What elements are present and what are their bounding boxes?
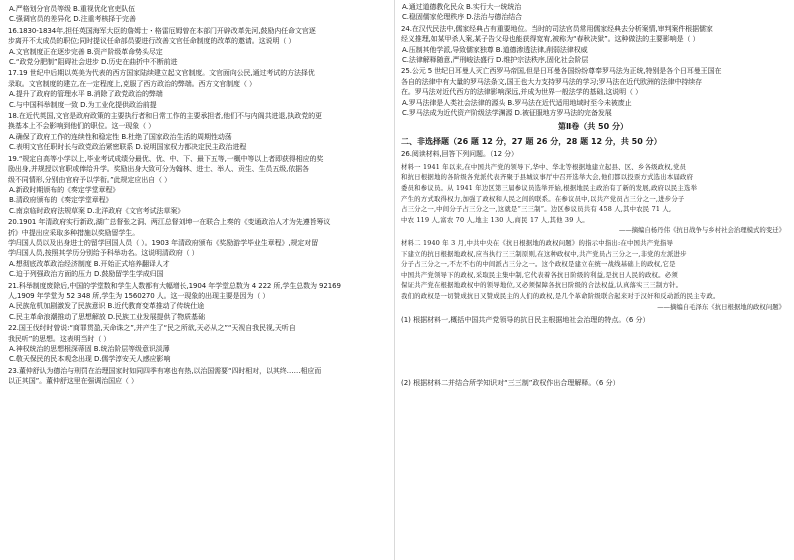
question-stem <box>8 323 392 344</box>
question-stem <box>401 24 785 45</box>
section-two-title: 二、非选择题（26 题 12 分，27 题 26 分，28 题 12 分，共 50 分） <box>401 137 662 147</box>
question-line: 20.1901 年清政府实行新政,湖广总督张之洞、两江总督刘坤一在联合上奏的《变通政治人才为先遵旨筹议 <box>8 218 331 227</box>
question-line: 经义推理,如某甲杀人案,某子告父母也能获得宽宥,被称为“春秋决狱”。这种做法的主要影响是（ ） <box>401 35 700 44</box>
question-line: 换基本上不会影响到他们的职位。这一现象（ ） <box>8 122 156 131</box>
part-two-title: 第Ⅱ卷（共 50 分） <box>558 122 628 132</box>
question-line: 18.在近代英国,文官是政府政策的主要执行者和日常工作的主要承担者,他们不与内阁共进退,执政党的更 <box>8 112 322 121</box>
answer-options <box>401 2 785 23</box>
option-line[interactable]: C.与中国科举制度一致 D.为工业化提供政治前提 <box>9 100 157 109</box>
question-line: 学归国人员,按照其学历分别给予科举功名。这说明清政府（ ） <box>8 249 199 258</box>
option-line[interactable]: C.迫于列强政治方面的压力 D.鼓励留学生学成归国 <box>9 270 164 279</box>
answer-options <box>8 185 392 216</box>
option-line[interactable]: C.稳固儒家伦理秩序 D.法治与德治结合 <box>402 13 522 22</box>
option-line[interactable]: A.罗马法律是人类社会法律的源头 B.罗马法在近代适用地域时至今未被废止 <box>402 98 632 107</box>
material-line: 材料二 1940 年 3 月,中共中央在《抗日根据地的政权问题》的指示中指出:在中国共产党指导 <box>401 239 674 248</box>
sub-question-1: (1) 根据材料一,概括中国共产党领导的抗日民主根据地社会治理的特点。（6 分） <box>401 316 650 325</box>
question-stem <box>401 66 785 97</box>
material-two-source: ——摘编自毛泽东《抗日根据地的政权问题》 <box>657 302 785 311</box>
question-stem <box>8 154 392 185</box>
question-line: 在。罗马法对近代西方的法律影响深远,并成为世界一般法学的基础,这说明（ ） <box>401 88 642 97</box>
material-line: 中农 119 人,富农 70 人,地主 130 人,商民 17 人,其他 39 人。 <box>401 215 589 224</box>
material-line: 分子占三分之一,不左不右的中间派占三分之一。这个政权是建立在统一战线基础上的政权,它是 <box>401 260 676 269</box>
question-line: 励出身,并规授以官职或俸给升学。奖励出身大致可分为翰林、进士、举人、贡生、生员五级,依据各 <box>8 165 309 174</box>
material-line: 中国共产党领导下的政权,采取民主集中制,它代表着各抗日阶级的利益,是抗日人民的政权。必须 <box>401 270 678 279</box>
question-line: 各自的法律中有大量的罗马法条文,国王也大力支持罗马法的学习;罗马法在近代欧洲的法律中持续存 <box>401 77 703 86</box>
answer-options <box>8 47 392 68</box>
question-stem <box>8 281 392 302</box>
material-line: 产生的方式取得权力,加强了政权和人民之间的联系。在参议员中,以共产党员占三分之一,进步分子 <box>401 194 685 203</box>
option-line[interactable]: C.“政党分肥制”阻碍社会进步 D.历史在曲折中不断前进 <box>9 58 178 67</box>
question-line: 25.公元 5 世纪日耳曼人灭亡西罗马帝国,但是日耳曼各国纷纷尊奉罗马法为正统,特别是各个日耳曼王国在 <box>401 67 722 76</box>
question-line: 步离开不太成员的职位;同时提议任命部员要进行改善文官任命制度的改革的邀请。这说明（ ） <box>8 37 296 46</box>
question-line: 22.国王伐纣时曾说:“商罪贯盈,天命诛之”,并产生了“民之所欲,天必从之”“天视自我民视,天听自 <box>8 324 296 333</box>
question-line: 16.1830-1834年,担任英国海军大臣的詹姆士・格雷厄姆曾在本部门开辟改革先河,鼓励内任命文官逐 <box>8 26 316 35</box>
material-two <box>401 238 785 302</box>
question-stem <box>8 366 392 387</box>
question-line: 我民听”的思想。这表明当时（ ） <box>8 334 111 343</box>
question-stem <box>8 217 392 259</box>
material-line: 我们的政权是一切赞成抗日又赞成民主的人们的政权,是几个革命阶级联合起来对于汉奸和反动派的民主专政。 <box>401 292 720 300</box>
question-line: 23.董仲舒认为德治与刑罚在治理国家时如同四季有寒也有热,以治国需要“四时相对，以其终……相应而 <box>8 366 322 375</box>
answer-options <box>8 344 392 365</box>
material-line: 和抗日根据地的各阶级各党派代表齐聚于县城议事厅中召开选举大会,他们都以投票方式选出本届政府 <box>401 173 694 182</box>
option-line[interactable]: A.严格划分官员等级 B.重视优化官吏队伍 <box>9 5 136 13</box>
answer-space-1[interactable] <box>401 326 785 378</box>
option-line[interactable]: A.确保了政府工作的连续性和稳定性 B.杜绝了国家政治生活的周期性动荡 <box>9 132 232 141</box>
option-line[interactable]: A.民族危机加剧激发了民族意识 B.近代教育变革推动了传统仕途 <box>9 302 205 311</box>
question-line: 19.“规定自高等小学以上,毕业考试成绩分最优、优、中、下、最下五等,一概中等以上者即获得相应的奖 <box>8 154 324 163</box>
material-line: 材料一 1941 年以来,在中国共产党的领导下,华中、华北等根据地建立起县、区、乡各级政权,党员 <box>401 162 687 171</box>
option-line[interactable]: C.民主革命浪潮推动了思想解放 D.民族工业发展提供了物质基础 <box>9 312 205 321</box>
option-line[interactable]: A.提升了政府的管理水平 B.消除了政党政治的弊端 <box>9 90 163 99</box>
right-column <box>401 2 785 388</box>
question-line: 21.科举制度废除后,中国的学堂数和学生人数都有大幅增长,1904 年学堂总数为 4 222 所,学生总数为 92169 <box>8 281 341 290</box>
option-line[interactable]: A.文官制度正在逐步完善 B.资产阶级革命势头尽定 <box>9 47 163 56</box>
column-divider <box>394 0 395 560</box>
answer-options <box>401 45 785 66</box>
material-one-source: ——摘编自杨丹伟《抗日战争与乡村社会治理模式的变迁》 <box>618 226 785 235</box>
material-line: 保证共产党在根据地政权中的领导地位,又必须保障各抗日阶级的合法权益,认真落实三三制方针。 <box>401 281 683 290</box>
option-line[interactable]: A.想彻底改革政治经济制度 B.开始正式培养翻译人才 <box>9 259 170 268</box>
answer-options <box>8 89 392 110</box>
option-line[interactable]: B.清政府颁布的《奏定学堂章程》 <box>9 196 113 205</box>
option-line[interactable]: C.敬天保民的民本观念出现 D.儒学淳安天人感应影响 <box>9 355 171 364</box>
question-line: 17.19 世纪中后期以英美为代表的西方国家陆续建立起文官制度。文官面向公民,通过考试的方法择优 <box>8 69 315 78</box>
question-line: 人,1909 年学堂为 52 348 所,学生为 1560270 人。这一现象的出现主要是因为（ ） <box>8 291 270 300</box>
option-line[interactable]: A.通过道德教化民众 B.实行大一统统治 <box>402 3 522 11</box>
option-line[interactable]: C.罗马法成为近代资产阶级法学渊源 D.被征服地方罗马法的完备发展 <box>402 109 612 118</box>
question-line: 以正其国”。董仲舒这里在强调治国应（ ） <box>8 377 138 386</box>
material-line: 委员和参议员。从 1941 年边区第三届参议员选举开始,根据地民主政治有了新的发展,政府以民主选举 <box>401 184 698 193</box>
material-one <box>401 162 785 226</box>
question-26-title: 26.阅读材料,回答下列问题。（12 分） <box>401 150 518 159</box>
option-line[interactable]: A.压制其他学派,导致儒家独尊 B.道德渗透法律,削弱法律权威 <box>402 45 588 54</box>
material-line: 下建立的抗日根据地政权,应当执行三三制原则,在这种政权中,共产党员占三分之一,非党的左派进步 <box>401 249 687 258</box>
answer-options <box>8 132 392 153</box>
question-line: 学归国人员以及出身进士的留学回国人员（ ）。1903 年清政府颁布《奖励游学毕业生章程》,规定对留 <box>8 238 319 247</box>
material-line: 占三分之一,中间分子占三分之一,这就是“三三制”。边区参议员共有 458 人,其中农民 71 人, <box>401 205 672 214</box>
question-line: 录取。文官制度的建立,在一定程度上,克服了西方政治的弊端。西方文官制度（ ） <box>8 79 256 88</box>
right-column-questions <box>401 2 785 118</box>
answer-options <box>8 4 392 25</box>
question-line: 级不同情形,分别由官府予以学衔。”此规定应出自（ ） <box>8 175 171 184</box>
option-line[interactable]: C.南京临时政府法规草案 D.北洋政府《文官考试法草案》 <box>9 206 185 215</box>
question-stem <box>8 26 392 47</box>
option-line[interactable]: C.表明文官任职时长与政党政治紧密联系 D.说明国家权力都决定民主政治进程 <box>9 143 247 152</box>
answer-options <box>8 301 392 322</box>
question-line: 折》中提出应采取多种措施以奖励留学生。 <box>8 228 140 237</box>
question-stem <box>8 111 392 132</box>
sub-question-2: (2) 根据材料二并结合所学知识对“三三制”政权作出合理解释。（6 分） <box>401 378 620 387</box>
answer-options <box>401 98 785 119</box>
left-column <box>8 4 392 387</box>
option-line[interactable]: A.新政时期颁布的《奏定学堂章程》 <box>9 185 120 194</box>
question-stem <box>8 68 392 89</box>
question-line: 24.在汉代民法中,儒家经典占有重要地位。当时的司法官员常用儒家经典去分析案情,审判案件根据儒家 <box>401 24 713 33</box>
option-line[interactable]: A.神权统治的思想根深蒂固 B.统治阶层等级意识淡薄 <box>9 345 170 353</box>
option-line[interactable]: C.强调官员的差异化 D.注重考核择于完善 <box>9 15 136 24</box>
option-line[interactable]: C.法律解释随意,严刑峻法盛行 D.维护宗法秩序,固化社会阶层 <box>402 56 589 65</box>
answer-options <box>8 259 392 280</box>
